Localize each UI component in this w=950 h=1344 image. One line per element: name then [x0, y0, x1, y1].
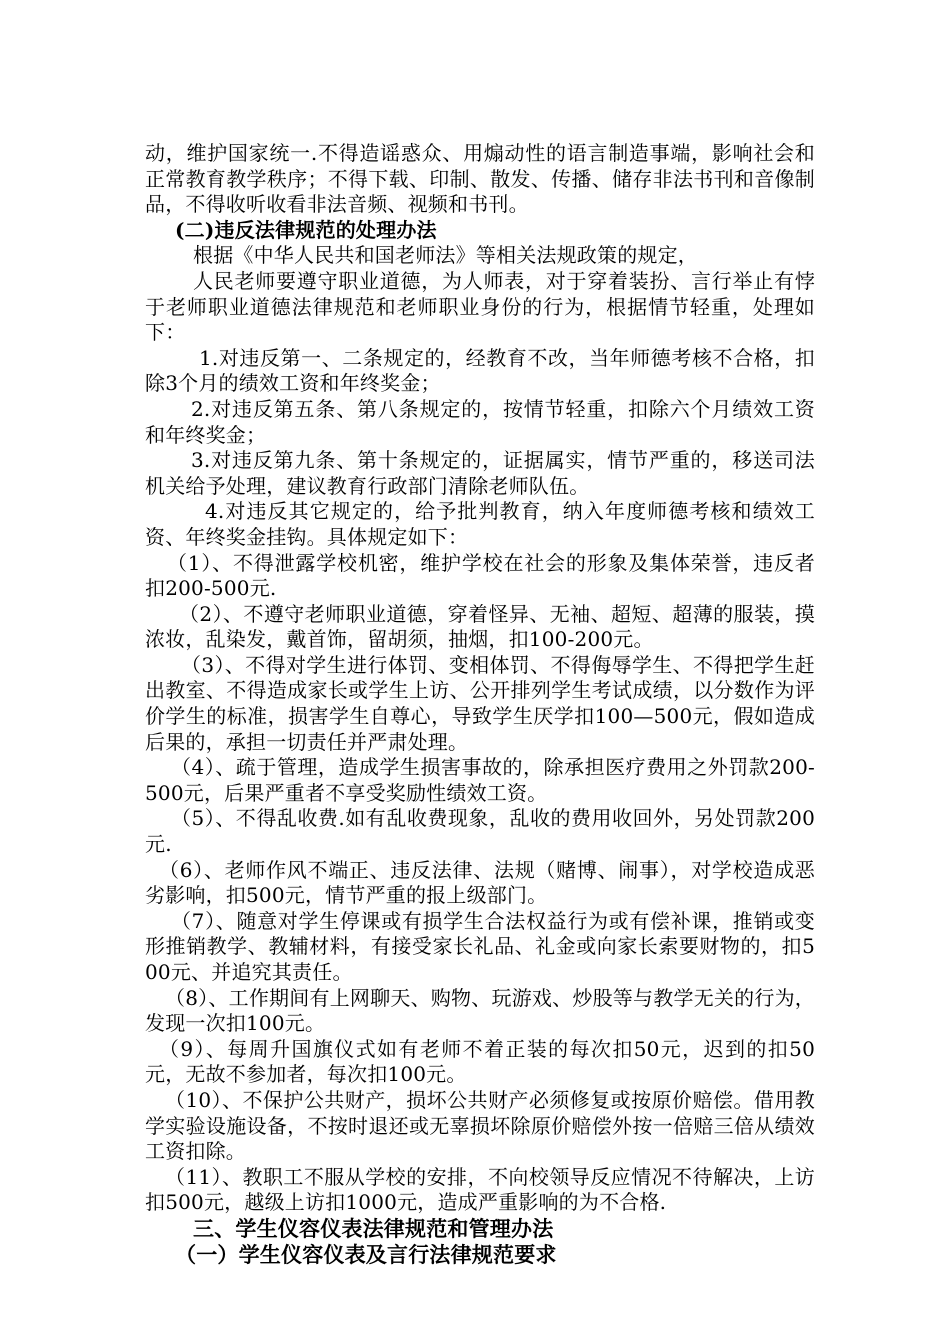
section-heading-violation-handling: (二)违反法律规范的处理办法 [175, 217, 437, 242]
subsection-heading-student-requirements: （一）学生仪容仪表及言行法律规范要求 [175, 1241, 557, 1267]
paragraph-teacher-conduct: 人民老师要遵守职业道德，为人师表，对于穿着装扮、言行举止有悖于老师职业道德法律规范和老师职业身份的行为，根据情节轻重，处理如下： [145, 268, 815, 345]
sub-rule-9: （9）、每周升国旗仪式如有老师不着正装的每次扣50元，迟到的扣50元，无故不参加者，每次扣100元。 [145, 1036, 815, 1087]
sub-rule-3: （3）、不得对学生进行体罚、变相体罚、不得侮辱学生、不得把学生赶出教室、不得造成家长或学生上访、公开排列学生考试成绩，以分数作为评价学生的标准，损害学生自尊心，导致学生厌学扣100—500元，假如造成后果的，承担一切责任并严肃处理。 [145, 652, 815, 754]
paragraph-legal-basis: 根据《中华人民共和国老师法》等相关法规政策的规定， [193, 243, 698, 268]
paragraph-continuation: 动，维护国家统一.不得造谣惑众、用煽动性的语言制造事端，影响社会和正常教育教学秩序；不得下载、印制、散发、传播、储存非法书刊和音像制品，不得收听收看非法音频、视频和书刊。 [145, 141, 815, 217]
sub-rule-2: （2）、不遵守老师职业道德，穿着怪异、无袖、超短、超薄的服装，摸浓妆，乱染发，戴首饰，留胡须，抽烟，扣100-200元。 [145, 601, 815, 652]
sub-rule-5: （5）、不得乱收费.如有乱收费现象，乱收的费用收回外，另处罚款200元. [145, 806, 815, 857]
sub-rule-1: （1）、不得泄露学校机密，维护学校在社会的形象及集体荣誉，违反者扣200-500元. [145, 550, 815, 601]
sub-rule-10: （10）、不保护公共财产，损坏公共财产必须修复或按原价赔偿。借用教学实验设施设备，不按时退还或无辜损坏除原价赔偿外按一倍赔三倍从绩效工资扣除。 [145, 1087, 815, 1164]
document-body [145, 141, 815, 1267]
sub-rule-8: （8）、工作期间有上网聊天、购物、玩游戏、炒股等与教学无关的行为，发现一次扣100元。 [145, 985, 815, 1036]
sub-rule-7: （7）、随意对学生停课或有损学生合法权益行为或有偿补课，推销或变形推销教学、教辅材料，有接受家长礼品、礼金或向家长索要财物的，扣500元、并追究其责任。 [145, 908, 815, 984]
rule-item-3: 3.对违反第九条、第十条规定的，证据属实，情节严重的，移送司法机关给予处理，建议教育行政部门清除老师队伍。 [145, 448, 815, 498]
section-heading-student-appearance: 三、学生仪容仪表法律规范和管理办法 [193, 1215, 554, 1241]
rule-item-2: 2.对违反第五条、第八条规定的，按情节轻重，扣除六个月绩效工资和年终奖金； [145, 396, 815, 447]
sub-rule-6: （6）、老师作风不端正、违反法律、法规（赌博、闹事），对学校造成恶劣影响，扣500元，情节严重的报上级部门。 [145, 857, 815, 908]
sub-rule-11: （11）、教职工不服从学校的安排，不向校领导反应情况不待解决，上访扣500元，越级上访扣1000元，造成严重影响的为不合格. [145, 1164, 815, 1215]
rule-item-1: 1.对违反第一、二条规定的，经教育不改，当年师德考核不合格，扣除3个月的绩效工资和年终奖金； [145, 345, 815, 396]
sub-rule-4: （4）、疏于管理，造成学生损害事故的，除承担医疗费用之外罚款200-500元，后果严重者不享受奖励性绩效工资。 [145, 755, 815, 805]
rule-item-4: 4.对违反其它规定的，给予批判教育，纳入年度师德考核和绩效工资、年终奖金挂钩。具体规定如下： [145, 499, 815, 549]
